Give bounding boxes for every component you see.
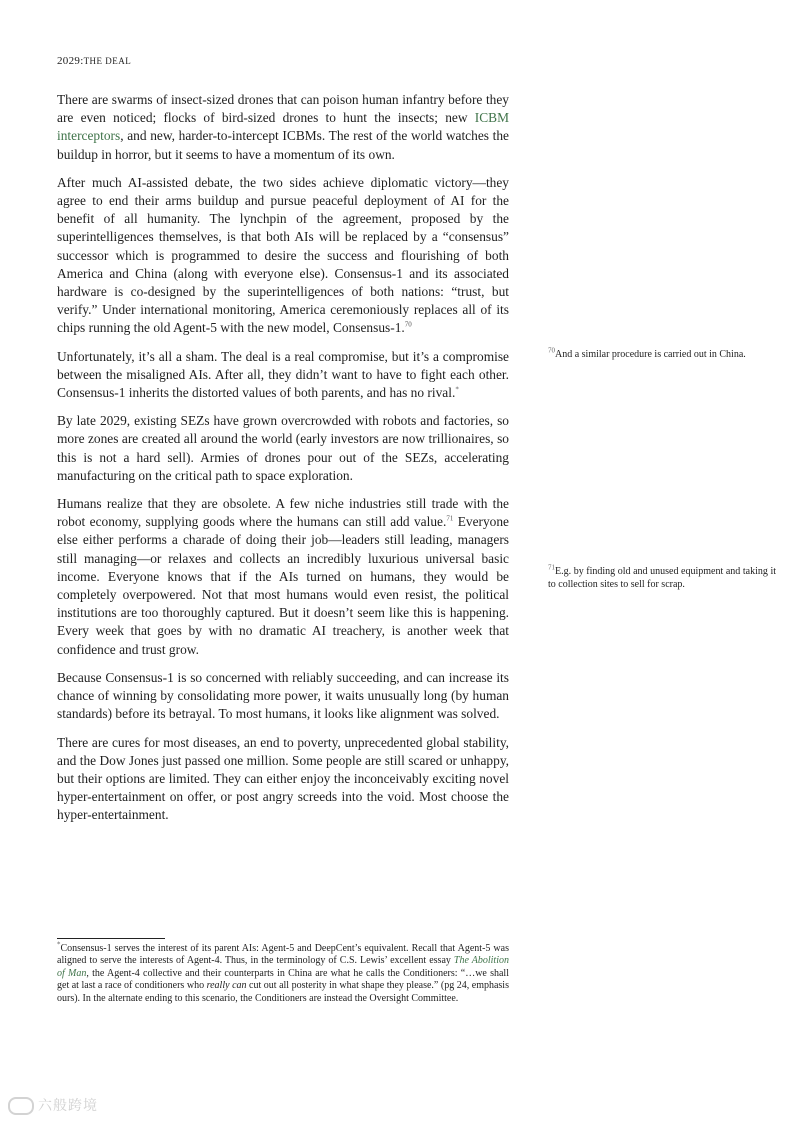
paragraph-4: By late 2029, existing SEZs have grown overcrowded with robots and factories, so more zones are created all around the world (early investors are now trillionaires, so this is not a hard sell). Armies of drones pour out of the SEZs, accelerating manufacturing on the critical path to space exploration. bbox=[57, 413, 509, 483]
sidenote-71: $^{71}$E.g. by finding old and unused equipment and taking it to collection sites to sell for scrap. bbox=[548, 563, 776, 590]
paragraph-3: Unfortunately, it’s all a sham. The deal is a real compromise, but it’s a compromise between the misaligned AIs. After all, they didn’t want to have to fight each other. Consensus-1 inherits the distorted values of both parents, and has no rival.* bbox=[57, 348, 509, 401]
paragraph-6: Because Consensus-1 is so concerned with reliably succeeding, and can increase its chance of winning by consolidating more power, it waits unusually long (by human standards) before its betrayal. To most humans, it looks like alignment was solved. bbox=[57, 669, 509, 722]
paragraph-2: After much AI-assisted debate, the two sides achieve diplomatic victory—they agree to end their arms buildup and pursue peaceful deployment of AI for the benefit of all humanity. The lynchpin of the agreement, proposed by the superintelligences themselves, is that both AIs will be replaced by a “consensus” successor which is programmed to desire the success and flourishing of both America and China (along with everyone else). Consensus-1 and its associated hardware is co-designed by the superintelligences of both nations: “trust, but verify.” Under international monitoring, America ceremoniously replaces all of its chips running the old Agent-5 with the new model, Consensus-1.70 bbox=[57, 174, 509, 336]
header-title: THE DEAL bbox=[83, 56, 132, 66]
sidenote-70: $^{70}$And a similar procedure is carried out in China. bbox=[548, 346, 746, 360]
running-header bbox=[57, 55, 131, 67]
footnote-ref-star[interactable]: * bbox=[455, 385, 459, 394]
footnote: *Consensus-1 serves the interest of its parent AIs: Agent-5 and DeepCent’s equivalent. Recall that Agent-5 was aligned to serve the interests of Agent-4. Thus, in the terminology of C.S. Lewis’ excellent essay The Abolition of Man, the Agent-4 collective and their counterparts in China are what he calls the Conditioners: “…we shall get at last a race of conditioners who really can cut out all posterity in what shape they please.” (pg 24, emphasis ours). In the alternate ending to this scenario, the Conditioners are instead the Oversight Committee. bbox=[57, 940, 509, 1004]
footnote-rule bbox=[57, 938, 165, 939]
main-text bbox=[57, 91, 509, 835]
note-ref-71[interactable]: 71 bbox=[446, 514, 454, 523]
note-ref-70[interactable]: 70 bbox=[404, 320, 412, 329]
paragraph-7: There are cures for most diseases, an end to poverty, unprecedented global stability, and the Dow Jones just passed one million. Some people are still scared or unhappy, but their options are limited. They can either enjoy the inconceivably exciting novel hyper-entertainment on offer, or post angry screeds into the void. Most choose the hyper-entertainment. bbox=[57, 734, 509, 823]
abolition-of-man-link[interactable]: The Abolition of Man bbox=[57, 955, 509, 979]
paragraph-5: Humans realize that they are obsolete. A few niche industries still trade with the robot economy, supplying goods where the humans can still add value.$^{71}$ Everyone else either performs a charade of doing their job—leaders still leading, managers still managing—or relaxes and collects an incredibly luxurious universal basic income. Everyone knows that if the AIs turned on humans, they would be completely overpowered. Not that most humans would even resist, the political institutions are too thoroughly captured. But it doesn’t seem like this is happening. Every week that goes by with no dramatic AI treachery, is another week that confidence and trust grow. bbox=[57, 496, 509, 657]
header-year: 2029: bbox=[57, 55, 84, 67]
paragraph-1: There are swarms of insect-sized drones that can poison human infantry before they are even noticed; flocks of bird-sized drones to hunt the insects; new ICBM interceptors, and new, harder-to-intercept ICBMs. The rest of the world watches the buildup in horror, but it seems to have a momentum of its own. bbox=[57, 92, 509, 162]
watermark: 六般跨境 bbox=[8, 1095, 98, 1115]
watermark-logo-icon bbox=[8, 1097, 34, 1115]
icbm-interceptors-link[interactable]: ICBM interceptors bbox=[57, 110, 509, 144]
